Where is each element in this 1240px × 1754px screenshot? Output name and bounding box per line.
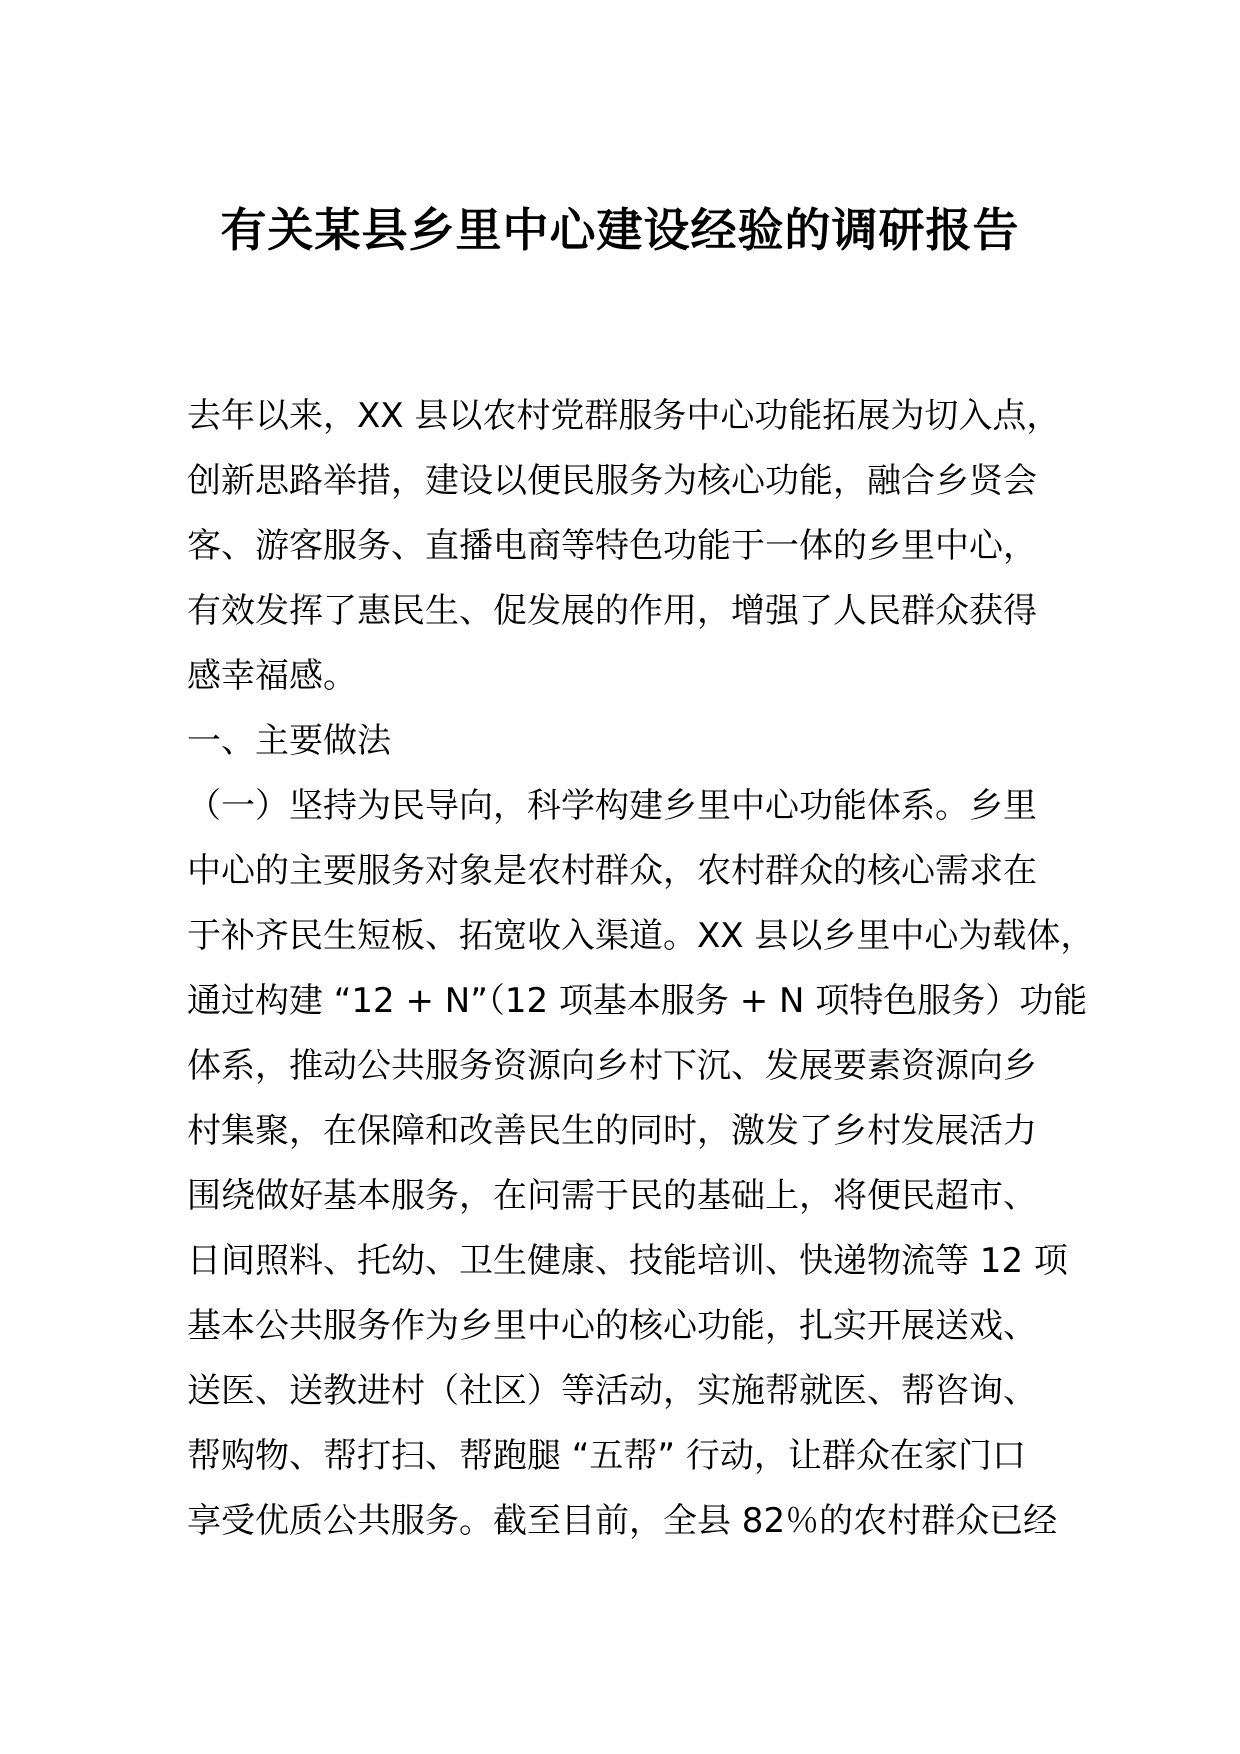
section-heading: 一、主要做法	[187, 721, 391, 761]
document-title: 有关某县乡里中心建设经验的调研报告	[220, 203, 1020, 257]
body-line: 客、游客服务、直播电商等特色功能于一体的乡里中心，	[187, 526, 1037, 566]
body-line: 体系，推动公共服务资源向乡村下沉、发展要素资源向乡	[187, 1046, 1037, 1086]
body-line: 中心的主要服务对象是农村群众，农村群众的核心需求在	[187, 851, 1037, 891]
body-line: 通过构建 “12 + N”（12 项基本服务 + N 项特色服务）功能	[187, 981, 1088, 1021]
body-line: 享受优质公共服务。截至目前，全县 82％的农村群众已经	[187, 1501, 1058, 1541]
body-line: 创新思路举措，建设以便民服务为核心功能，融合乡贤会	[187, 461, 1037, 501]
body-line: 感幸福感。	[187, 656, 357, 696]
body-line: 于补齐民生短板、拓宽收入渠道。XX 县以乡里中心为载体，	[187, 916, 1095, 956]
body-line: 送医、送教进村（社区）等活动，实施帮就医、帮咨询、	[187, 1371, 1037, 1411]
body-line: 有效发挥了惠民生、促发展的作用，增强了人民群众获得	[187, 591, 1037, 631]
body-line: 帮购物、帮打扫、帮跑腿 “五帮” 行动，让群众在家门口	[187, 1436, 1026, 1476]
body-line: 基本公共服务作为乡里中心的核心功能，扎实开展送戏、	[187, 1306, 1037, 1346]
body-line: （一）坚持为民导向，科学构建乡里中心功能体系。乡里	[187, 786, 1037, 826]
body-line: 村集聚，在保障和改善民生的同时，激发了乡村发展活力	[187, 1111, 1037, 1151]
body-line: 日间照料、托幼、卫生健康、技能培训、快递物流等 12 项	[187, 1241, 1068, 1281]
body-line: 去年以来，XX 县以农村党群服务中心功能拓展为切入点，	[187, 396, 1061, 436]
body-line: 围绕做好基本服务，在问需于民的基础上，将便民超市、	[187, 1176, 1037, 1216]
